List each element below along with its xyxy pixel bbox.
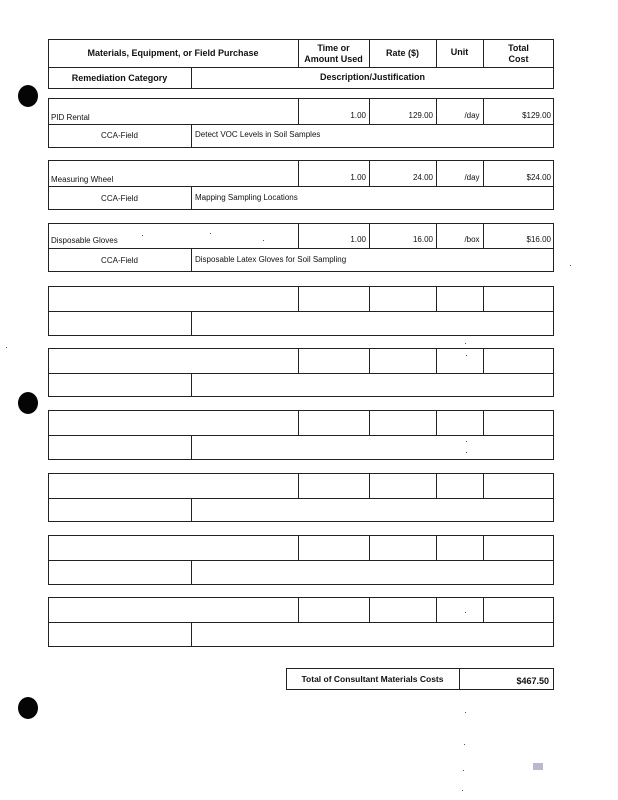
item-rate: 129.00 (408, 111, 433, 120)
item-category: CCA-Field (101, 194, 138, 203)
item-description: Detect VOC Levels in Soil Samples (195, 130, 321, 139)
item-unit: /day (464, 173, 480, 182)
item-rate: 16.00 (412, 235, 433, 244)
item-total: $24.00 (526, 173, 551, 182)
item-description: Mapping Sampling Locations (195, 193, 298, 202)
item-amount: 1.00 (350, 235, 366, 244)
header-time-line1: Time or (317, 43, 350, 53)
header-category: Remediation Category (71, 73, 168, 83)
item-name: Measuring Wheel (51, 175, 114, 184)
item-total: $16.00 (526, 235, 551, 244)
item-rate: 24.00 (412, 173, 433, 182)
total-label: Total of Consultant Materials Costs (301, 674, 444, 684)
total-value: $467.50 (516, 676, 549, 686)
binder-hole-middle (18, 392, 38, 414)
item-unit: /box (464, 235, 480, 244)
item-amount: 1.00 (350, 111, 366, 120)
item-name: Disposable Gloves (51, 236, 118, 245)
item-category: CCA-Field (101, 131, 138, 140)
header-total-line2: Cost (508, 54, 529, 64)
header-item: Materials, Equipment, or Field Purchase (87, 48, 259, 58)
item-category: CCA-Field (101, 256, 138, 265)
item-unit: /day (464, 111, 480, 120)
item-total: $129.00 (522, 111, 551, 120)
item-description: Disposable Latex Gloves for Soil Sampling (195, 255, 347, 264)
scanner-mark (533, 763, 543, 770)
header-description: Description/Justification (319, 72, 426, 82)
binder-hole-top (18, 85, 38, 107)
header-rate: Rate ($) (385, 48, 419, 58)
item-amount: 1.00 (350, 173, 366, 182)
header-total-line1: Total (508, 43, 529, 53)
item-name: PID Rental (51, 113, 90, 122)
header-time-line2: Amount Used (304, 54, 363, 64)
header-unit: Unit (450, 47, 469, 57)
binder-hole-bottom (18, 697, 38, 719)
